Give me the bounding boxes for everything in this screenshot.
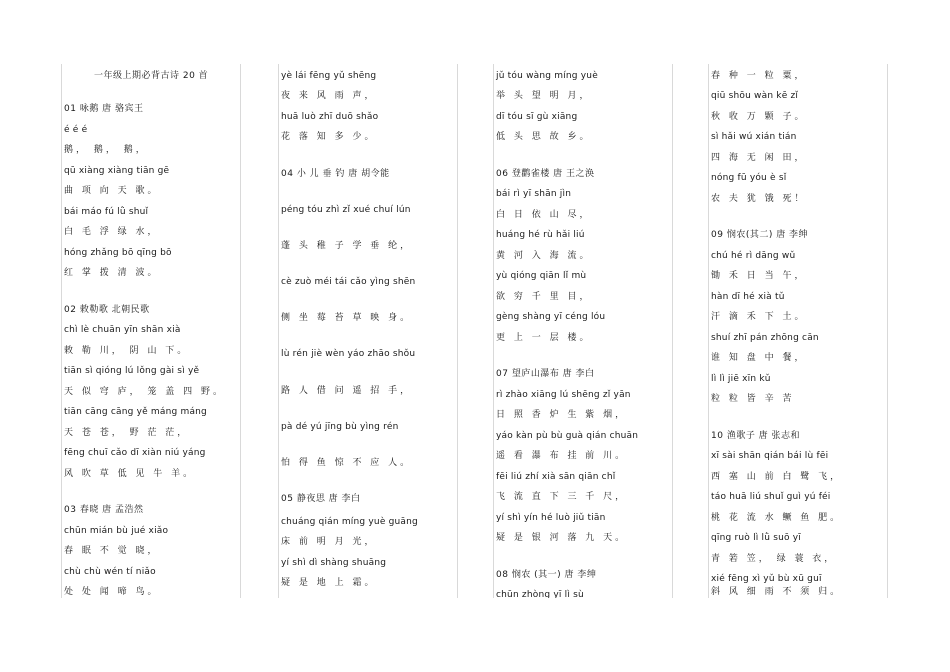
pinyin-line: jǔ tóu wàng míng yuè xyxy=(496,71,598,81)
pinyin-line: xī sài shān qián bái lù fēi xyxy=(711,451,829,461)
poem-line: 路 人 借 问 遥 招 手， xyxy=(281,386,413,396)
poem-line: 疑 是 银 河 落 九 天。 xyxy=(496,533,628,543)
poem-heading: 05 静夜思 唐 李白 xyxy=(281,494,361,504)
pinyin-line: tiān sì qióng lú lǒng gài sì yě xyxy=(64,366,200,376)
pinyin-line: yè lái fēng yǔ shēng xyxy=(281,71,377,81)
poem-line: 疑 是 地 上 霜。 xyxy=(281,578,377,588)
poem-heading: 10 渔歌子 唐 张志和 xyxy=(711,431,801,441)
poem-line: 花 落 知 多 少。 xyxy=(281,132,377,142)
pinyin-line: yáo kàn pù bù guà qián chuān xyxy=(496,431,639,441)
poem-heading: 04 小 儿 垂 钓 唐 胡令能 xyxy=(281,169,390,179)
poem-line: 粒 粒 皆 辛 苦 xyxy=(711,394,795,404)
pinyin-line: chuáng qián míng yuè guāng xyxy=(281,517,418,527)
pinyin-line: é é é xyxy=(64,125,88,135)
poem-line: 秋 收 万 颗 子。 xyxy=(711,112,807,122)
pinyin-line: yí shì dì shàng shuāng xyxy=(281,558,387,568)
poem-line: 青 箬 笠， 绿 蓑 衣， xyxy=(711,554,837,564)
pinyin-line: lì lì jiē xīn kǔ xyxy=(711,374,771,384)
pinyin-line: fēng chuī cǎo dī xiàn niú yáng xyxy=(64,448,206,458)
pinyin-line: chì lè chuān yīn shān xià xyxy=(64,325,181,335)
poem-line: 白 毛 浮 绿 水， xyxy=(64,227,160,237)
pinyin-line: tiān cāng cāng yě máng máng xyxy=(64,407,207,417)
poem-line: 春 种 一 粒 粟， xyxy=(711,71,807,81)
poem-heading: 03 春晓 唐 孟浩然 xyxy=(64,505,144,515)
poem-line: 举 头 望 明 月， xyxy=(496,91,592,101)
pinyin-line: nóng fū yóu è sǐ xyxy=(711,173,787,183)
poem-line: 低 头 思 故 乡。 xyxy=(496,132,592,142)
poem-line: 侧 坐 莓 苔 草 映 身。 xyxy=(281,313,413,323)
poem-line: 曲 项 向 天 歌。 xyxy=(64,186,160,196)
pinyin-line: táo huā liú shuǐ guì yú féi xyxy=(711,492,831,502)
poem-line: 处 处 闻 啼 鸟。 xyxy=(64,587,160,597)
poem-line: 欲 穷 千 里 目， xyxy=(496,292,592,302)
pinyin-line: dī tóu sī gù xiāng xyxy=(496,112,578,122)
poem-line: 天 似 穹 庐， 笼 盖 四 野。 xyxy=(64,387,226,397)
pinyin-line: gèng shàng yī céng lóu xyxy=(496,312,606,322)
poem-line: 怕 得 鱼 惊 不 应 人。 xyxy=(281,458,413,468)
document-title: 一年级上期必背古诗 20 首 xyxy=(94,71,209,81)
poem-line: 风 吹 草 低 见 牛 羊。 xyxy=(64,469,196,479)
pinyin-line: hàn dī hé xià tǔ xyxy=(711,292,785,302)
pinyin-line: rì zhào xiāng lú shēng zǐ yān xyxy=(496,390,631,400)
pinyin-line: yí shì yín hé luò jiǔ tiān xyxy=(496,513,606,523)
column-1 xyxy=(61,64,241,598)
column-3 xyxy=(493,64,673,598)
pinyin-line: chù chù wén tí niǎo xyxy=(64,567,156,577)
poem-line: 飞 流 直 下 三 千 尺， xyxy=(496,492,628,502)
pinyin-line: péng tóu zhì zǐ xué chuí lún xyxy=(281,205,411,215)
poem-line: 西 塞 山 前 白 鹭 飞， xyxy=(711,472,843,482)
poem-heading: 02 敕勒歌 北朝民歌 xyxy=(64,305,150,315)
poem-line: 床 前 明 月 光， xyxy=(281,537,377,547)
pinyin-line: xié fēng xì yǔ bù xū guī xyxy=(711,574,822,584)
poem-heading: 08 悯农 (其一) 唐 李绅 xyxy=(496,570,597,580)
poem-line: 白 日 依 山 尽， xyxy=(496,210,592,220)
poem-heading: 07 望庐山瀑布 唐 李白 xyxy=(496,369,595,379)
pinyin-line: chūn zhòng yī lì sù xyxy=(496,590,584,598)
poem-line: 夜 来 风 雨 声， xyxy=(281,91,377,101)
pinyin-line: chú hé rì dāng wǔ xyxy=(711,251,796,261)
poem-heading: 06 登鹳雀楼 唐 王之涣 xyxy=(496,169,595,179)
poem-line: 黄 河 入 海 流。 xyxy=(496,251,592,261)
poem-line: 农 夫 犹 饿 死！ xyxy=(711,194,807,204)
pinyin-line: bái rì yī shān jìn xyxy=(496,189,572,199)
poem-heading: 09 悯农(其二) 唐 李绅 xyxy=(711,230,809,240)
column-2 xyxy=(278,64,458,598)
pinyin-line: pà dé yú jīng bù yìng rén xyxy=(281,422,399,432)
poem-line: 遥 看 瀑 布 挂 前 川。 xyxy=(496,451,628,461)
poem-line: 红 掌 拨 清 波。 xyxy=(64,268,160,278)
pinyin-line: lù rén jiè wèn yáo zhāo shǒu xyxy=(281,349,416,359)
poem-line: 汗 滴 禾 下 土。 xyxy=(711,312,807,322)
pinyin-line: qiū shōu wàn kē zǐ xyxy=(711,91,799,101)
poem-line: 谁 知 盘 中 餐， xyxy=(711,353,807,363)
pinyin-line: shuí zhī pán zhōng cān xyxy=(711,333,819,343)
pinyin-line: sì hǎi wú xián tián xyxy=(711,132,797,142)
pinyin-line: bái máo fú lǜ shuǐ xyxy=(64,207,149,217)
pinyin-line: qīng ruò lì lǜ suō yī xyxy=(711,533,801,543)
poem-line: 天 苍 苍， 野 茫 茫， xyxy=(64,428,190,438)
pinyin-line: chūn mián bù jué xiǎo xyxy=(64,526,169,536)
poem-heading: 01 咏鹅 唐 骆宾王 xyxy=(64,104,144,114)
poem-line: 蓬 头 稚 子 学 垂 纶， xyxy=(281,241,413,251)
pinyin-line: cè zuò méi tái cǎo yìng shēn xyxy=(281,277,416,287)
pinyin-line: hóng zhǎng bō qīng bō xyxy=(64,248,172,258)
poem-line: 锄 禾 日 当 午， xyxy=(711,271,807,281)
poem-line: 桃 花 流 水 鳜 鱼 肥。 xyxy=(711,513,843,523)
poem-line: 日 照 香 炉 生 紫 烟， xyxy=(496,410,628,420)
column-4 xyxy=(708,64,888,598)
poem-line: 鹅， 鹅， 鹅， xyxy=(64,145,148,155)
poem-line: 敕 勒 川， 阴 山 下。 xyxy=(64,346,190,356)
pinyin-line: qū xiàng xiàng tiān gē xyxy=(64,166,170,176)
pinyin-line: huáng hé rù hǎi liú xyxy=(496,230,585,240)
pinyin-line: yù qióng qiān lǐ mù xyxy=(496,271,587,281)
pinyin-line: fēi liú zhí xià sān qiān chǐ xyxy=(496,472,616,482)
poem-line: 斜 风 细 雨 不 须 归。 xyxy=(711,587,843,597)
poem-line: 四 海 无 闲 田， xyxy=(711,153,807,163)
pinyin-line: huā luò zhī duō shǎo xyxy=(281,112,379,122)
poem-line: 更 上 一 层 楼。 xyxy=(496,333,592,343)
poem-line: 春 眠 不 觉 晓， xyxy=(64,546,160,556)
